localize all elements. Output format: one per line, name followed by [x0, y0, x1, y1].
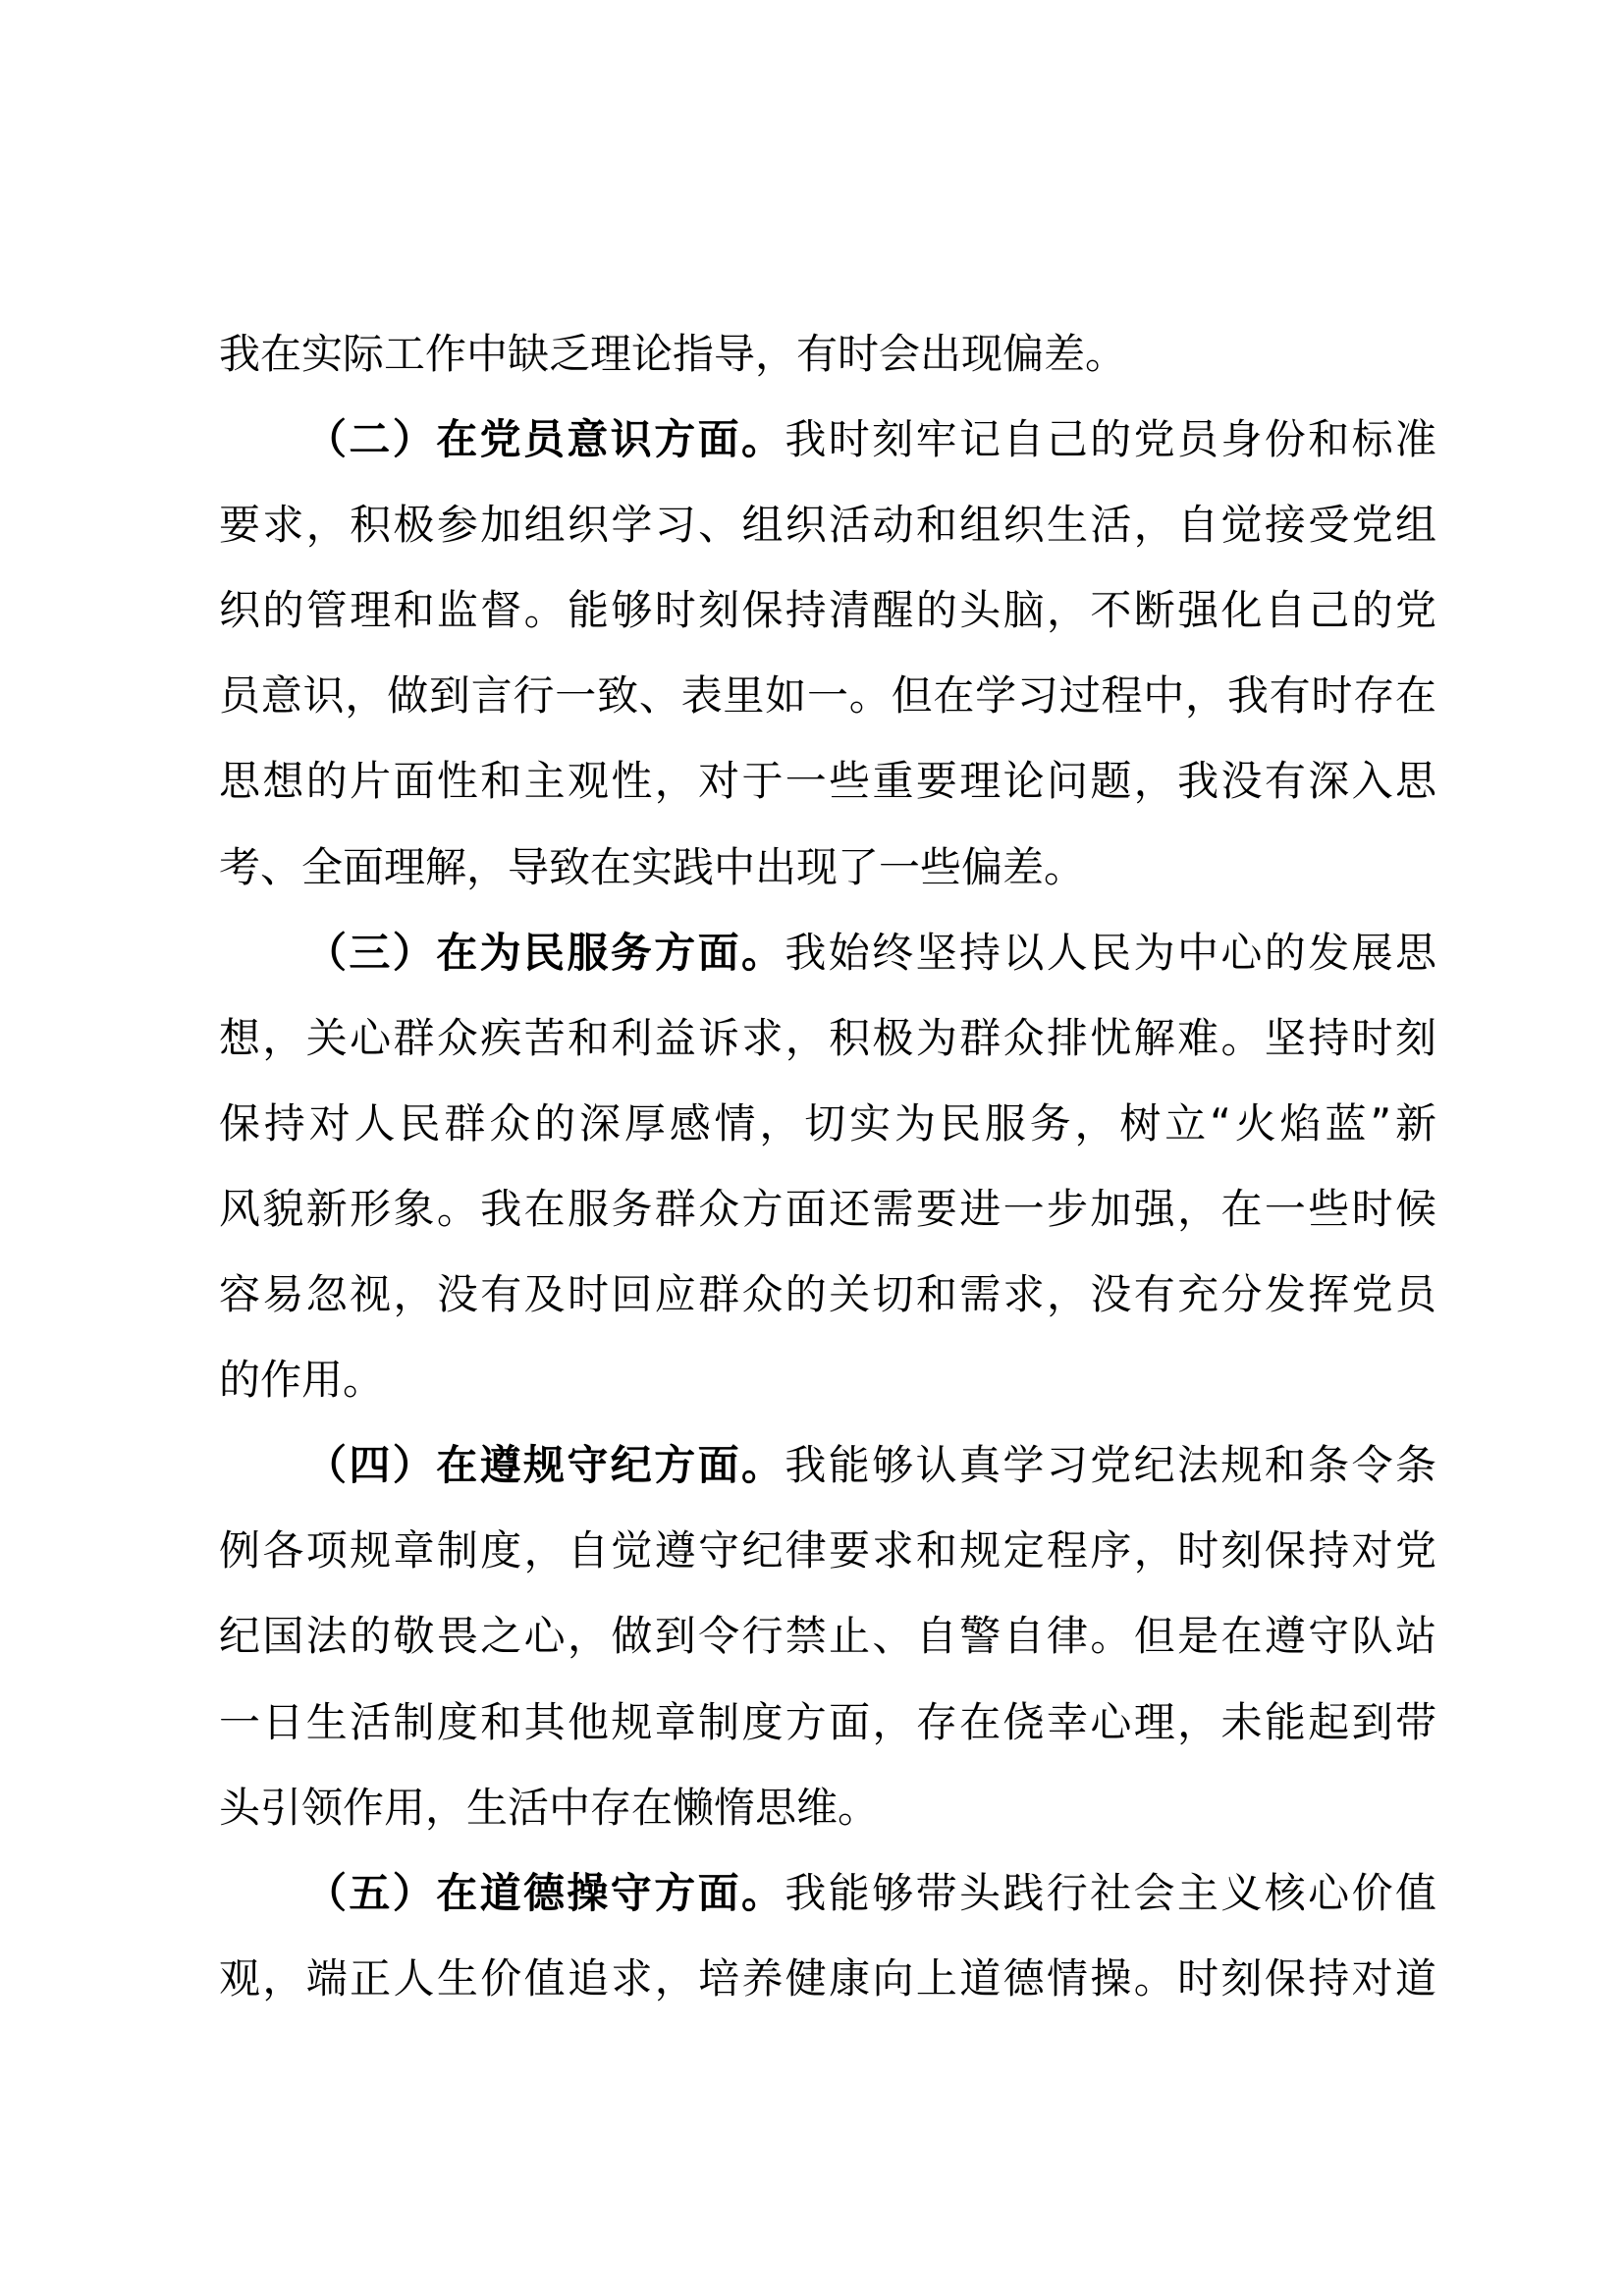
text-line [219, 653, 1436, 738]
text-line [219, 1422, 1436, 1508]
line-text: 考、全面理解，导致在实践中出现了一些偏差。 [219, 842, 1086, 891]
line-text: 例各项规章制度，自觉遵守纪律要求和规定程序，时刻保持对党 [219, 1526, 1436, 1575]
section-heading: （三）在为民服务方面。 [305, 928, 785, 977]
line-text: 员意识，做到言行一致、表里如一。但在学习过程中，我有时存在 [219, 671, 1436, 721]
line-text: 我时刻牢记自己的党员身份和标准 [785, 415, 1436, 464]
line-text: 观，端正人生价值追求，培养健康向上道德情操。时刻保持对道 [219, 1953, 1436, 2002]
text-line [219, 825, 1436, 910]
line-text: 我在实际工作中缺乏理论指导，有时会出现偏差。 [219, 330, 1127, 378]
text-line [219, 1765, 1436, 1850]
paragraph [219, 311, 1436, 397]
line-text: 纪国法的敬畏之心，做到令行禁止、自警自律。但是在遵守队站 [219, 1612, 1436, 1661]
section-heading: （四）在遵规守纪方面。 [305, 1441, 785, 1490]
paragraph [219, 397, 1436, 910]
text-line [219, 1337, 1436, 1422]
line-text: 风貌新形象。我在服务群众方面还需要进一步加强，在一些时候 [219, 1184, 1436, 1233]
line-text: 容易忽视，没有及时回应群众的关切和需求，没有充分发挥党员 [219, 1270, 1436, 1319]
line-text: 我始终坚持以人民为中心的发展思 [785, 928, 1436, 977]
text-line [219, 397, 1436, 482]
text-line [219, 311, 1436, 397]
text-line [219, 1081, 1436, 1166]
text-line [219, 1936, 1436, 2021]
paragraph [219, 910, 1436, 1423]
line-text: 一日生活制度和其他规章制度方面，存在侥幸心理，未能起到带 [219, 1697, 1436, 1746]
line-text: 思想的片面性和主观性，对于一些重要理论问题，我没有深入思 [219, 757, 1436, 806]
line-text: 织的管理和监督。能够时刻保持清醒的头脑，不断强化自己的党 [219, 586, 1436, 635]
line-text: 保持对人民群众的深厚感情，切实为民服务，树立“火焰蓝”新 [219, 1098, 1436, 1148]
text-line [219, 482, 1436, 567]
section-heading: （二）在党员意识方面。 [305, 415, 785, 464]
line-text: 我能够带头践行社会主义核心价值 [785, 1868, 1436, 1917]
text-line [219, 1508, 1436, 1593]
text-line [219, 738, 1436, 824]
text-line [219, 995, 1436, 1081]
line-text: 要求，积极参加组织学习、组织活动和组织生活，自觉接受党组 [219, 501, 1436, 550]
paragraph [219, 1850, 1436, 2021]
text-line [219, 1680, 1436, 1765]
document-page [219, 311, 1436, 2021]
line-text: 头引领作用，生活中存在懒惰思维。 [219, 1783, 880, 1832]
line-text: 的作用。 [219, 1356, 385, 1405]
text-line [219, 910, 1436, 995]
text-line [219, 1593, 1436, 1679]
text-line [219, 567, 1436, 653]
text-line [219, 1850, 1436, 1936]
section-heading: （五）在道德操守方面。 [305, 1868, 785, 1917]
text-line [219, 1252, 1436, 1337]
line-text: 想，关心群众疾苦和利益诉求，积极为群众排忧解难。坚持时刻 [219, 1013, 1436, 1062]
paragraph [219, 1422, 1436, 1849]
line-text: 我能够认真学习党纪法规和条令条 [785, 1441, 1436, 1490]
text-line [219, 1166, 1436, 1252]
